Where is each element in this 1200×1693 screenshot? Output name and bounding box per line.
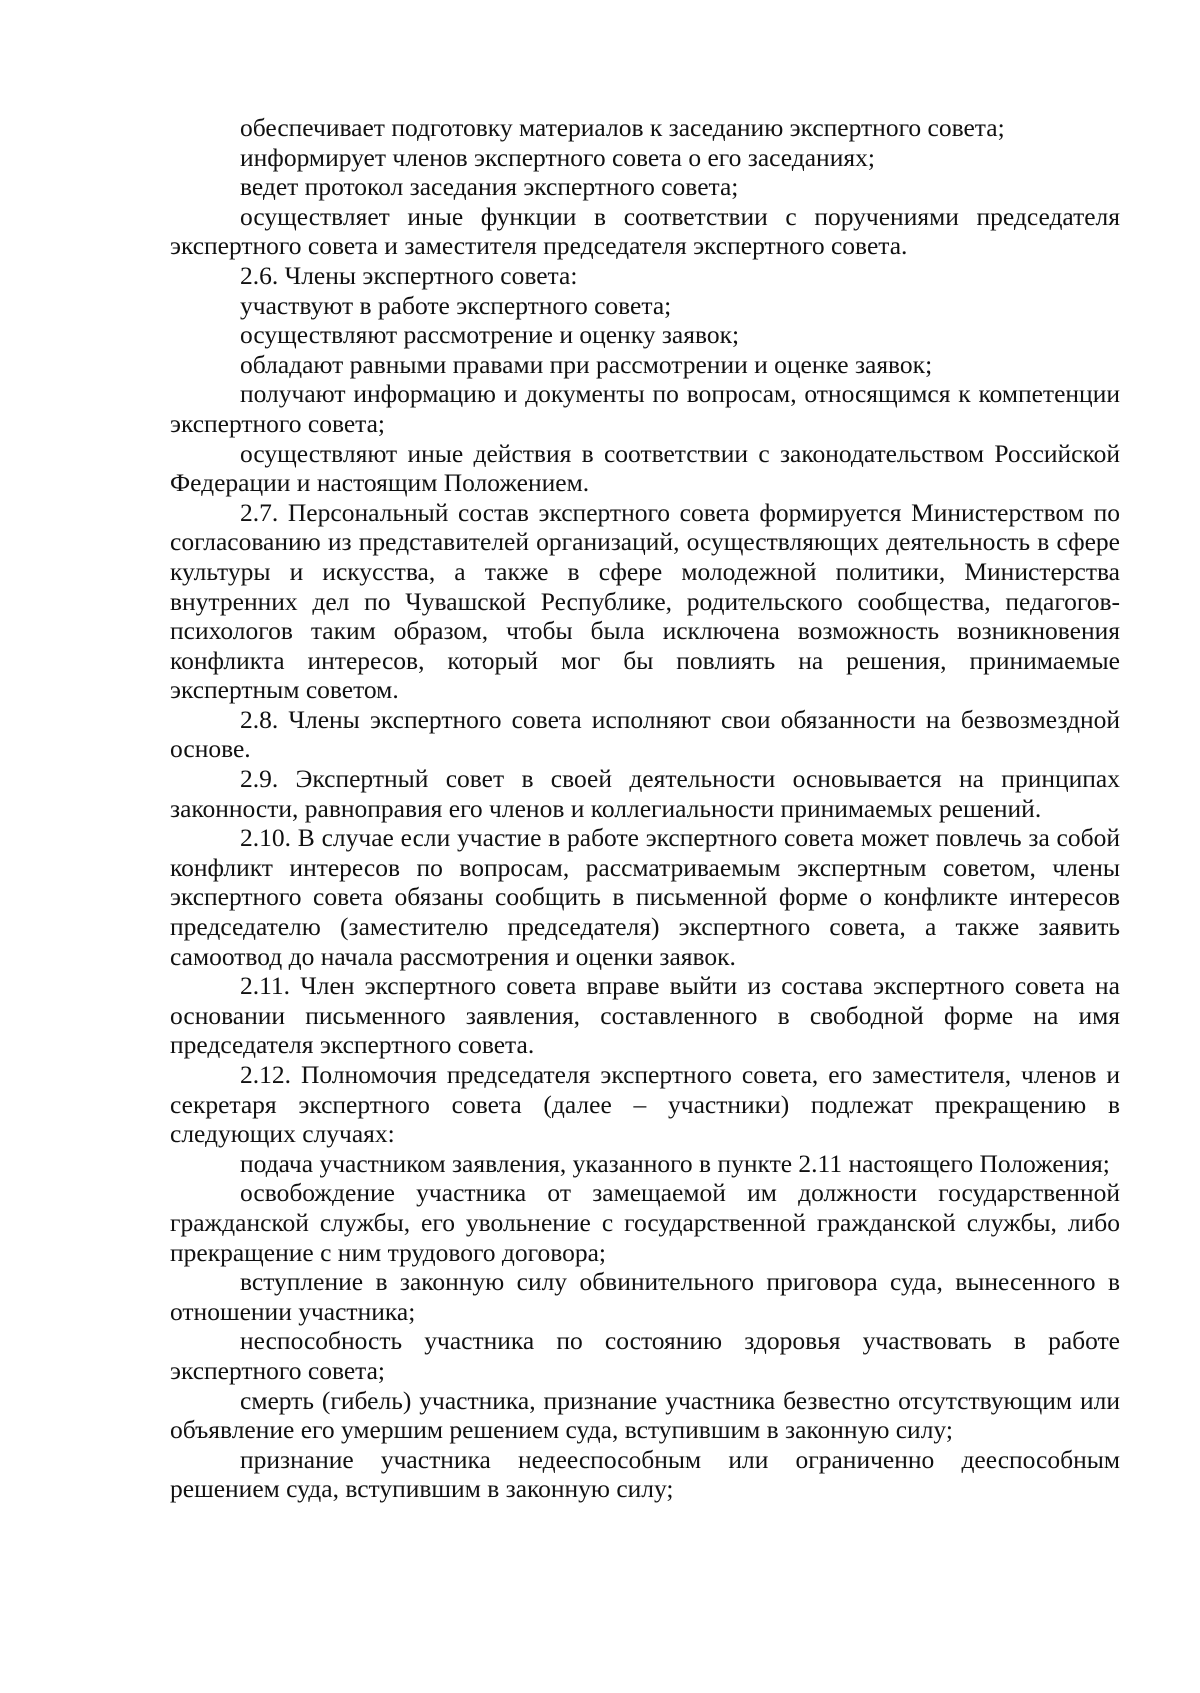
paragraph: освобождение участника от замещаемой им должности государственной гражданской службы, его увольнение с государственной гражданской службы, либо прекращение с ним трудового договора; [170,1178,1120,1267]
document-body [170,113,1120,1504]
paragraph: 2.10. В случае если участие в работе экспертного совета может повлечь за собой конфликт интересов по вопросам, рассматриваемым экспертным советом, члены экспертного совета обязаны сообщить в письменной форме о конфликте интересов председателю (заместителю председателя) экспертного совета, а также заявить самоотвод до начала рассмотрения и оценки заявок. [170,823,1120,971]
paragraph: осуществляют иные действия в соответствии с законодательством Российской Федерации и настоящим Положением. [170,438,1120,498]
paragraph: признание участника недееспособным или ограниченно дееспособным решением суда, вступившим в законную силу; [170,1444,1120,1504]
paragraph: 2.8. Члены экспертного совета исполняют свои обязанности на безвозмездной основе. [170,704,1120,764]
paragraph: осуществляет иные функции в соответствии с поручениями председателя экспертного совета и заместителя председателя экспертного совета. [170,201,1120,261]
paragraph: информирует членов экспертного совета о его заседаниях; [240,142,875,172]
paragraph: участвуют в работе экспертного совета; [240,290,672,320]
paragraph: осуществляют рассмотрение и оценку заявок; [240,320,740,350]
paragraph: 2.9. Экспертный совет в своей деятельности основывается на принципах законности, равноправия его членов и коллегиальности принимаемых решений. [170,764,1120,823]
paragraph: 2.11. Член экспертного совета вправе выйти из состава экспертного совета на основании письменного заявления, составленного в свободной форме на имя председателя экспертного совета. [170,971,1120,1060]
paragraph: 2.6. Члены экспертного совета: [240,260,578,290]
paragraph: неспособность участника по состоянию здоровья участвовать в работе экспертного совета; [170,1326,1120,1385]
paragraph: получают информацию и документы по вопросам, относящимся к компетенции экспертного совета; [170,379,1120,438]
paragraph: вступление в законную силу обвинительного приговора суда, вынесенного в отношении участника; [170,1267,1120,1326]
paragraph: 2.12. Полномочия председателя экспертного совета, его заместителя, членов и секретаря экспертного совета (далее – участники) подлежат прекращению в следующих случаях: [170,1060,1120,1149]
paragraph: обеспечивает подготовку материалов к заседанию экспертного совета; [240,113,1005,142]
paragraph: подача участником заявления, указанного в пункте 2.11 настоящего Положения; [240,1148,1110,1178]
paragraph: 2.7. Персональный состав экспертного совета формируется Министерством по согласованию из представителей организаций, осуществляющих деятельность в сфере культуры и искусства, а также в сфере молодежной политики, Министерства внутренних дел по Чувашской Республике, родительского сообщества, педагогов-психологов таким образом, чтобы была исключена возможность возникновения конфликта интересов, который мог бы повлиять на решения, принимаемые экспертным советом. [170,497,1120,705]
paragraph: смерть (гибель) участника, признание участника безвестно отсутствующим или объявление его умершим решением суда, вступившим в законную силу; [170,1385,1120,1445]
paragraph: обладают равными правами при рассмотрении и оценке заявок; [240,349,933,379]
paragraph: ведет протокол заседания экспертного совета; [240,172,739,202]
